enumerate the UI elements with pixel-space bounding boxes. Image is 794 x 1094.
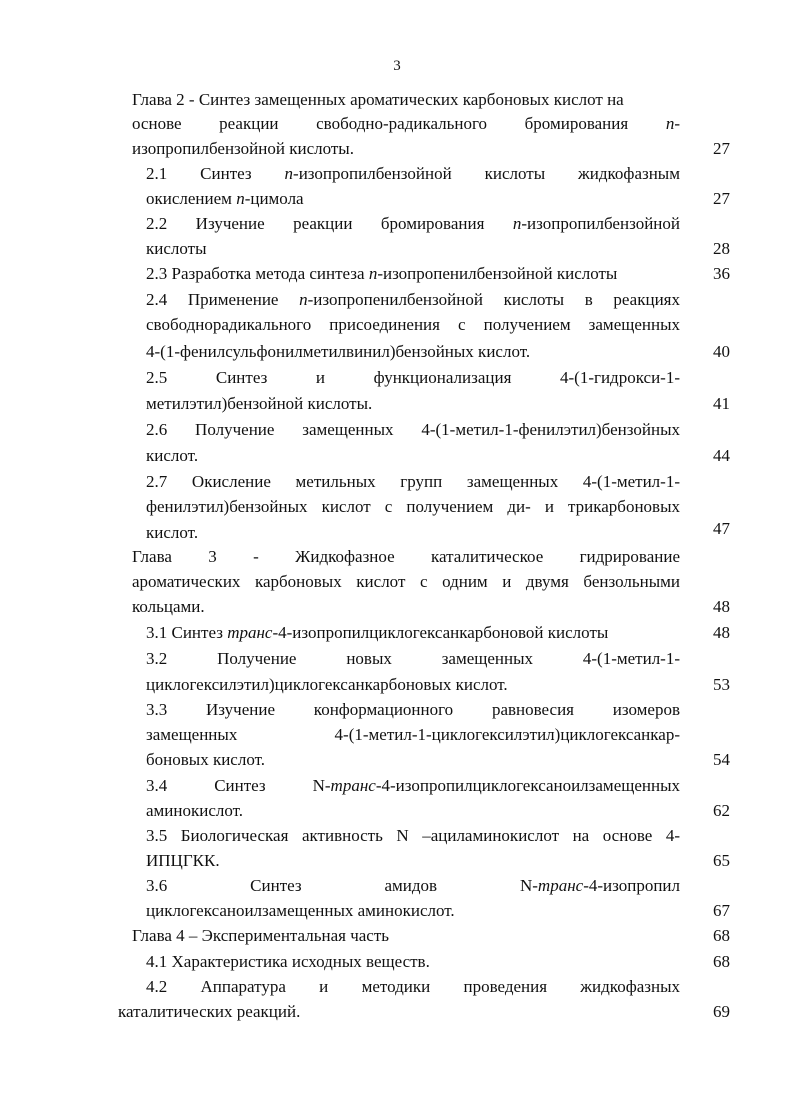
toc-entry-s3-3-page: 54 <box>713 750 730 769</box>
page-number: 3 <box>393 58 401 74</box>
toc-entry-s2-4-line-2: свободнорадикального присоединения с получением замещенных <box>146 315 680 334</box>
toc-entry-ch3-line-2: ароматических карбоновых кислот с одним и двумя бензольными <box>132 572 680 591</box>
toc-entry-s4-2-line-2: каталитических реакций. <box>118 1002 301 1021</box>
toc-entry-s2-2-page: 28 <box>713 239 730 258</box>
toc-entry-s3-2-page: 53 <box>713 675 730 694</box>
toc-entry-ch2-line-3: изопропилбензойной кислоты. <box>132 139 354 158</box>
toc-entry-ch3-line-3: кольцами. <box>132 597 205 616</box>
toc-entry-s2-7-line-1: 2.7 Окисление метильных групп замещенных 4-(1-метил-1- <box>146 472 680 491</box>
toc-entry-s2-3-page: 36 <box>713 264 730 283</box>
toc-entry-s2-4-line-1: 2.4 Применение п-изопропенилбензойной кислоты в реакциях <box>146 290 681 309</box>
toc-entry-ch4-page: 68 <box>713 926 730 945</box>
toc-entry-s3-1-line-1: 3.1 Синтез транс-4-изопропилциклогексанкарбоновой кислоты <box>146 623 609 642</box>
toc-entry-s3-5-line-1: 3.5 Биологическая активность N –ациламинокислот на основе 4- <box>146 826 680 845</box>
toc-entry-s2-4-page: 40 <box>713 342 730 361</box>
toc-entry-s4-2-page: 69 <box>713 1002 730 1021</box>
toc-entry-ch3-page: 48 <box>713 597 730 616</box>
toc-entry-ch2-page: 27 <box>713 139 730 158</box>
toc-entry-s2-1-line-2: окислением п-цимола <box>146 189 304 208</box>
toc-entry-s2-7-line-2: фенилэтил)бензойных кислот с получением ди- и трикарбоновых <box>146 497 680 516</box>
toc-entry-s2-6-line-1: 2.6 Получение замещенных 4-(1-метил-1-фенилэтил)бензойных <box>146 420 680 439</box>
toc-entry-s3-2-line-2: циклогексилэтил)циклогексанкарбоновых кислот. <box>146 675 508 694</box>
toc-entry-s2-4-line-3: 4-(1-фенилсульфонилметилвинил)бензойных кислот. <box>146 342 531 361</box>
toc-entry-s3-4-line-2: аминокислот. <box>146 801 244 820</box>
toc-entry-s2-6-page: 44 <box>713 446 730 465</box>
toc-entry-s4-2-line-1: 4.2 Аппаратура и методики проведения жидкофазных <box>146 977 680 996</box>
toc-entry-s2-7-line-3: кислот. <box>146 523 199 542</box>
toc-entry-s2-6-line-2: кислот. <box>146 446 199 465</box>
toc-entry-ch3-line-1: Глава 3 - Жидкофазное каталитическое гидрирование <box>132 547 680 566</box>
toc-entry-ch4-line-1: Глава 4 – Экспериментальная часть <box>132 926 390 945</box>
toc-entry-s3-4-line-1: 3.4 Синтез N-транс-4-изопропилциклогексаноилзамещенных <box>146 776 680 795</box>
toc-entry-s2-5-line-2: метилэтил)бензойной кислоты. <box>146 394 373 413</box>
toc-entry-s2-2-line-2: кислоты <box>146 239 207 258</box>
toc-entry-s2-2-line-1: 2.2 Изучение реакции бромирования п-изопропилбензойной <box>146 214 680 233</box>
toc-entry-s3-3-line-2: замещенных 4-(1-метил-1-циклогексилэтил)циклогексанкар- <box>146 725 680 744</box>
toc-entry-ch2-line-2: основе реакции свободно-радикального бромирования п- <box>132 114 680 133</box>
toc-entry-s2-7-page: 47 <box>713 519 730 538</box>
toc-entry-s3-5-line-2: ИПЦГКК. <box>146 851 220 870</box>
toc-entry-s2-5-line-1: 2.5 Синтез и функционализация 4-(1-гидрокси-1- <box>146 368 680 387</box>
toc-entry-s3-6-line-1: 3.6 Синтез амидов N-транс-4-изопропил <box>146 876 680 895</box>
toc-entry-s2-3-line-1: 2.3 Разработка метода синтеза п-изопропенилбензойной кислоты <box>146 264 618 283</box>
toc-entry-ch2-line-1: Глава 2 - Синтез замещенных ароматических карбоновых кислот на <box>132 90 624 109</box>
toc-entry-s4-1-line-1: 4.1 Характеристика исходных веществ. <box>146 952 430 971</box>
toc-entry-s2-1-page: 27 <box>713 189 730 208</box>
toc-entry-s3-3-line-1: 3.3 Изучение конформационного равновесия изомеров <box>146 700 680 719</box>
toc-entry-s3-6-page: 67 <box>713 901 730 920</box>
toc-entry-s3-4-page: 62 <box>713 801 730 820</box>
toc-entry-s3-3-line-3: боновых кислот. <box>146 750 266 769</box>
toc-entry-s4-1-page: 68 <box>713 952 730 971</box>
toc-entry-s3-2-line-1: 3.2 Получение новых замещенных 4-(1-метил-1- <box>146 649 680 668</box>
toc-entry-s3-1-page: 48 <box>713 623 730 642</box>
toc-entry-s3-5-page: 65 <box>713 851 730 870</box>
toc-entry-s2-1-line-1: 2.1 Синтез п-изопропилбензойной кислоты жидкофазным <box>146 164 680 183</box>
toc-entry-s3-6-line-2: циклогексаноилзамещенных аминокислот. <box>146 901 455 920</box>
toc-entry-s2-5-page: 41 <box>713 394 730 413</box>
